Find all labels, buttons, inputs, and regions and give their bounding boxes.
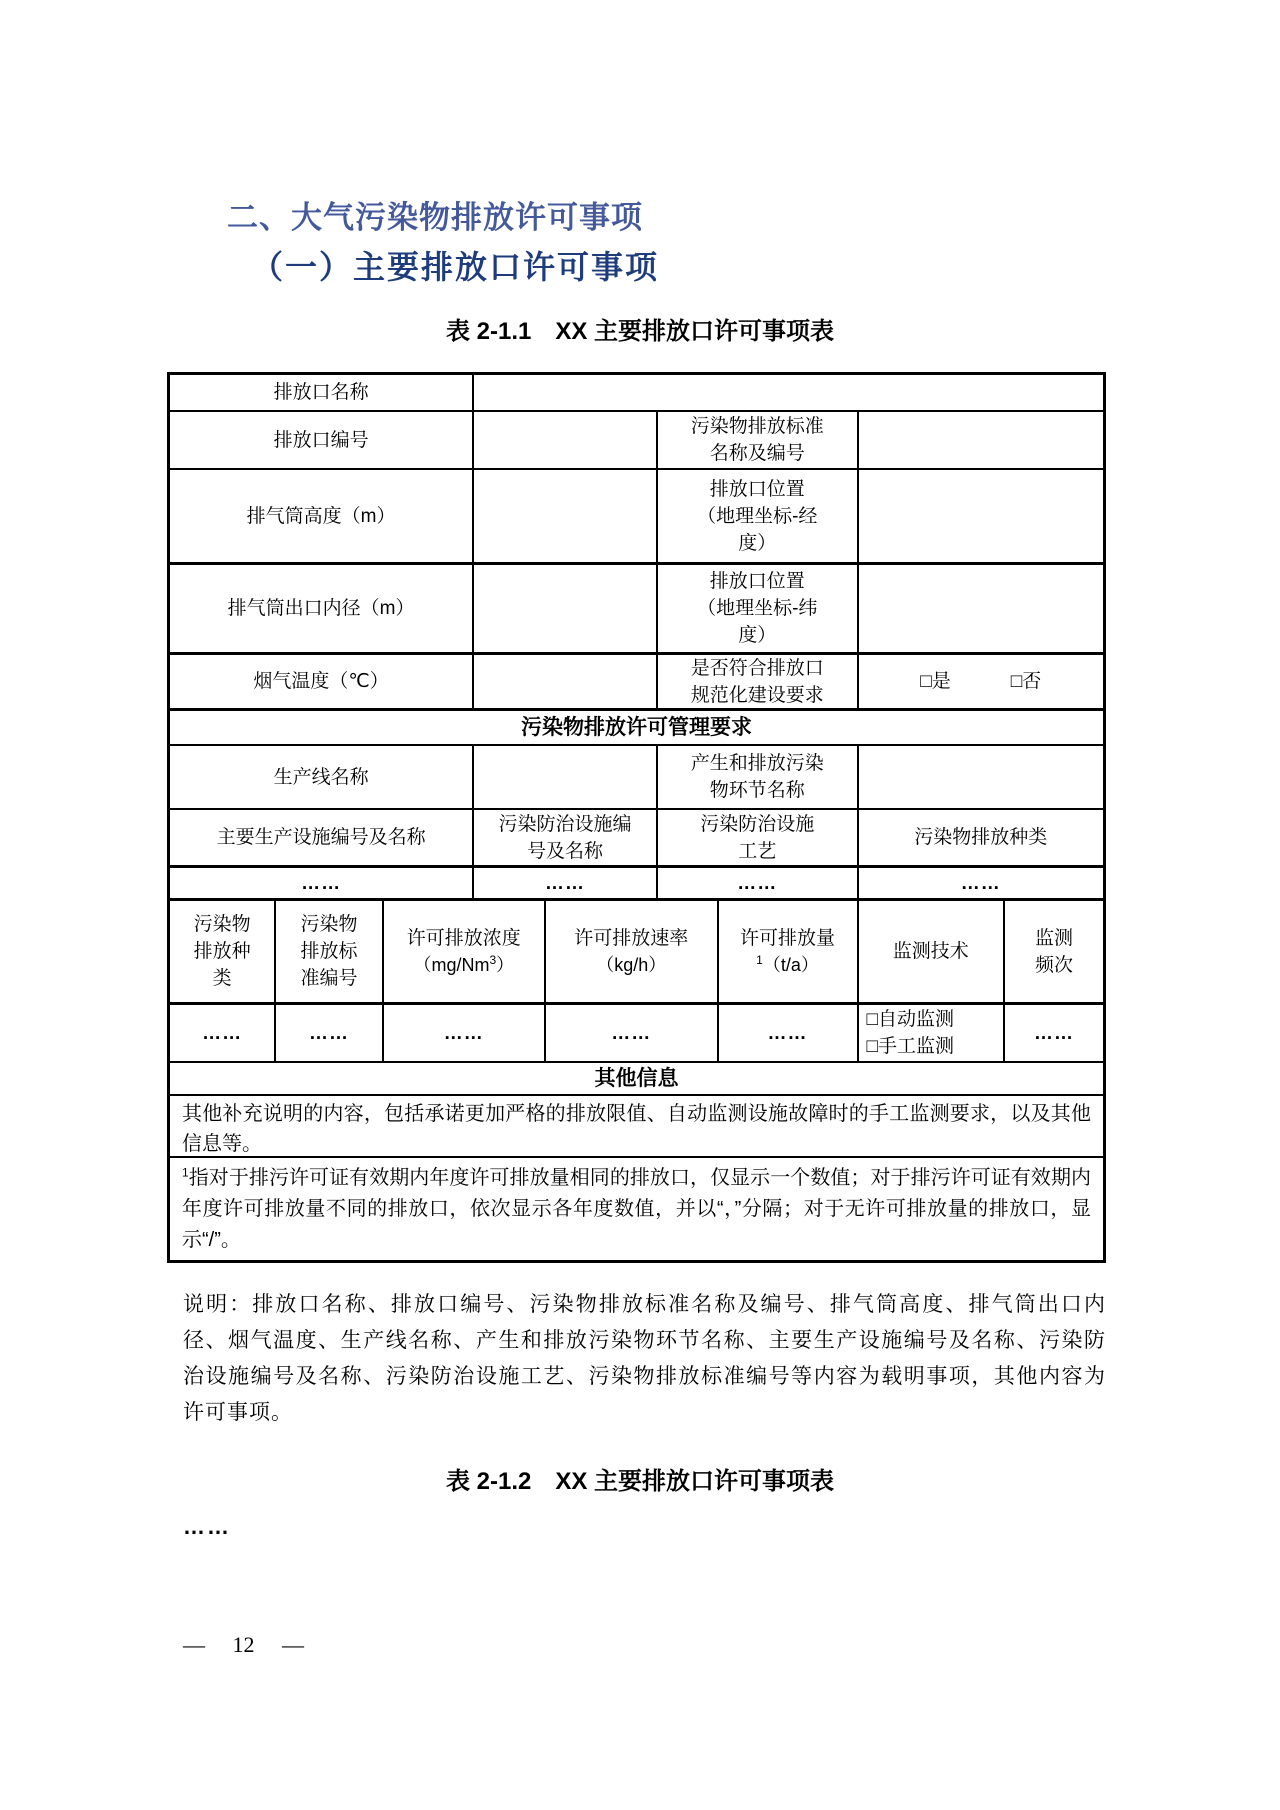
- production-line-value-cell: [474, 746, 658, 808]
- pollution-stage-value-cell: [859, 746, 1103, 808]
- conformity-choice-cell: [859, 655, 1103, 708]
- standard-no-header-cell: [276, 901, 383, 1002]
- unit-text: ）: [496, 954, 515, 975]
- note-paragraph: 说明：排放口名称、排放口编号、污染物排放标准名称及编号、排气筒高度、排气筒出口内径、烟气温度、生产线名称、产生和排放污染物环节名称、主要生产设施编号及名称、污染防治设施编号及名称、污染防治设施工艺、污染物排放标准编号等内容为载明事项，其他内容为许可事项。: [183, 1292, 1106, 1424]
- footnote-text: 指对于排污许可证有效期内年度许可排放量相同的排放口，仅显示一个数值；对于排污许可证有效期内年度许可排放量不同的排放口，依次显示各年度数值，并以“，”分隔；对于无许可排放量的排放口，显示“/”。: [182, 1167, 1091, 1251]
- treatment-process-cell: [658, 810, 859, 865]
- stack-height-row: [170, 470, 1103, 565]
- cell-line: （地理坐标-纬: [697, 598, 818, 619]
- cell-line: 污染物: [300, 914, 358, 935]
- cell-line: 许可排放速率: [574, 927, 689, 949]
- dots-row-7col: [170, 1005, 1103, 1063]
- cell-line: 度）: [738, 625, 777, 646]
- outlet-longitude-label-cell: [658, 470, 859, 562]
- pollution-stage-label-cell: [658, 746, 859, 808]
- facility-header-row: [170, 810, 1103, 868]
- footnote-row: [170, 1158, 1103, 1260]
- stack-height-value-cell: [474, 470, 658, 562]
- concentration-unit: [413, 952, 514, 979]
- checkbox-auto-monitor: □自动监测: [866, 1009, 954, 1030]
- production-line-label-cell: 生产线名称: [170, 746, 474, 808]
- dots-cell: ……: [719, 1005, 859, 1061]
- outlet-latitude-value-cell: [859, 565, 1103, 652]
- pollutant-type-header-cell: [170, 901, 276, 1002]
- cell-line: 是否符合排放口: [690, 657, 824, 679]
- outlet-latitude-label-cell: [658, 565, 859, 652]
- dots-cell: ……: [170, 1005, 276, 1061]
- dots-cell: ……: [546, 1005, 719, 1061]
- pollutant-type-cell: 污染物排放种类: [914, 827, 1048, 848]
- production-line-row: [170, 746, 1103, 810]
- ellipsis-line: ……: [183, 1514, 231, 1539]
- conformity-label-cell: [658, 655, 859, 708]
- management-band-row: [170, 711, 1103, 746]
- supplement-row: [170, 1096, 1103, 1158]
- cell-line: 类: [212, 968, 232, 989]
- stack-diameter-label-cell: 排气筒出口内径（m）: [170, 565, 474, 652]
- cell-line: （地理坐标-经: [697, 505, 818, 527]
- dots-cell: ……: [1033, 1022, 1074, 1044]
- flue-temp-value-cell: [474, 655, 658, 708]
- cell-line: 污染物排放标准: [690, 416, 824, 437]
- footnote-marker: 1: [182, 1165, 189, 1180]
- other-info-band-row: [170, 1063, 1103, 1096]
- outlet-no-row: [170, 412, 1103, 470]
- permitted-rate-header-cell: [546, 901, 719, 1002]
- table-1-title: 表 2-1.1 XX 主要排放口许可事项表: [445, 318, 835, 345]
- unit-superscript: 3: [489, 952, 497, 967]
- cell-line: 排放种: [193, 941, 251, 962]
- cell-line: 排放口位置: [709, 478, 805, 500]
- permit-header-row: [170, 901, 1103, 1005]
- outlet-name-row: [170, 375, 1103, 412]
- monitoring-tech-choice-cell: [859, 1005, 1005, 1061]
- main-heading: 二、大气污染物排放许可事项: [227, 200, 643, 235]
- cell-line: 排放口位置: [709, 571, 805, 592]
- dots-cell: ……: [384, 1005, 546, 1061]
- flue-temp-row: [170, 655, 1103, 711]
- page-number: — 12 —: [183, 1632, 304, 1657]
- emission-standard-label-cell: [658, 412, 859, 468]
- outlet-no-label-cell: 排放口编号: [170, 412, 474, 468]
- cell-line: 物环节名称: [709, 780, 805, 801]
- management-band-label: 污染物排放许可管理要求: [521, 716, 752, 739]
- permitted-concentration-header-cell: [384, 901, 546, 1002]
- outlet-name-value-cell: [474, 375, 1103, 410]
- amount-unit: [756, 952, 819, 979]
- unit-text: （mg/Nm: [413, 954, 490, 975]
- cell-line: 规范化建设要求: [690, 684, 824, 706]
- stack-height-label-cell: 排气筒高度（m）: [170, 470, 474, 562]
- other-info-band-label: 其他信息: [594, 1067, 679, 1090]
- dots-row-4col: [170, 868, 1103, 901]
- dots-cell: ……: [960, 872, 1001, 894]
- supplement-text: 其他补充说明的内容，包括承诺更加严格的排放限值、自动监测设施故障时的手工监测要求，以及其他信息等。: [182, 1103, 1091, 1155]
- cell-line: 名称及编号: [709, 443, 805, 464]
- facility-no-name-cell: 主要生产设施编号及名称: [170, 810, 474, 865]
- cell-line: 排放标: [300, 941, 358, 962]
- emission-standard-value-cell: [859, 412, 1103, 468]
- cell-line: 许可排放量: [740, 927, 836, 949]
- stack-diameter-row: [170, 565, 1103, 655]
- cell-line: 监测: [1034, 927, 1073, 949]
- footnote-text-cell: [170, 1158, 1103, 1260]
- sub-heading: （一）主要排放口许可事项: [251, 249, 660, 285]
- outlet-no-value-cell: [474, 412, 658, 468]
- outlet-longitude-value-cell: [859, 470, 1103, 562]
- checkbox-no: □否: [1010, 671, 1042, 692]
- dots-cell: ……: [658, 868, 859, 898]
- outlet-name-label-cell: 排放口名称: [170, 375, 474, 410]
- cell-line: 工艺: [738, 840, 777, 862]
- cell-line: 污染防治设施: [700, 813, 815, 835]
- permit-table: [167, 372, 1106, 1263]
- cell-line: 许可排放浓度: [406, 927, 521, 949]
- cell-line: 产生和排放污染: [690, 753, 824, 774]
- flue-temp-label-cell: 烟气温度（℃）: [170, 655, 474, 708]
- dots-cell: ……: [474, 868, 658, 898]
- table-2-title: 表 2-1.2 XX 主要排放口许可事项表: [445, 1468, 835, 1495]
- cell-line: 度）: [738, 532, 777, 554]
- dots-cell: ……: [276, 1005, 383, 1061]
- cell-line: 准编号: [300, 968, 358, 989]
- treatment-facility-no-cell: [474, 810, 658, 865]
- cell-line: 污染物: [193, 914, 251, 935]
- rate-unit: （kg/h）: [596, 954, 667, 975]
- stack-diameter-value-cell: [474, 565, 658, 652]
- cell-line: 号及名称: [527, 840, 604, 862]
- checkbox-yes: □是: [920, 671, 951, 692]
- unit-text: （t/a）: [762, 954, 819, 975]
- permitted-amount-header-cell: [719, 901, 859, 1002]
- monitoring-frequency-header-cell: [1005, 901, 1103, 1002]
- cell-line: 频次: [1034, 954, 1073, 976]
- footnote-marker: 1: [756, 952, 763, 967]
- cell-line: 污染防治设施编: [498, 813, 632, 835]
- dots-cell: ……: [170, 868, 474, 898]
- checkbox-manual-monitor: □手工监测: [866, 1036, 954, 1057]
- monitoring-tech-header-cell: 监测技术: [859, 901, 1005, 1002]
